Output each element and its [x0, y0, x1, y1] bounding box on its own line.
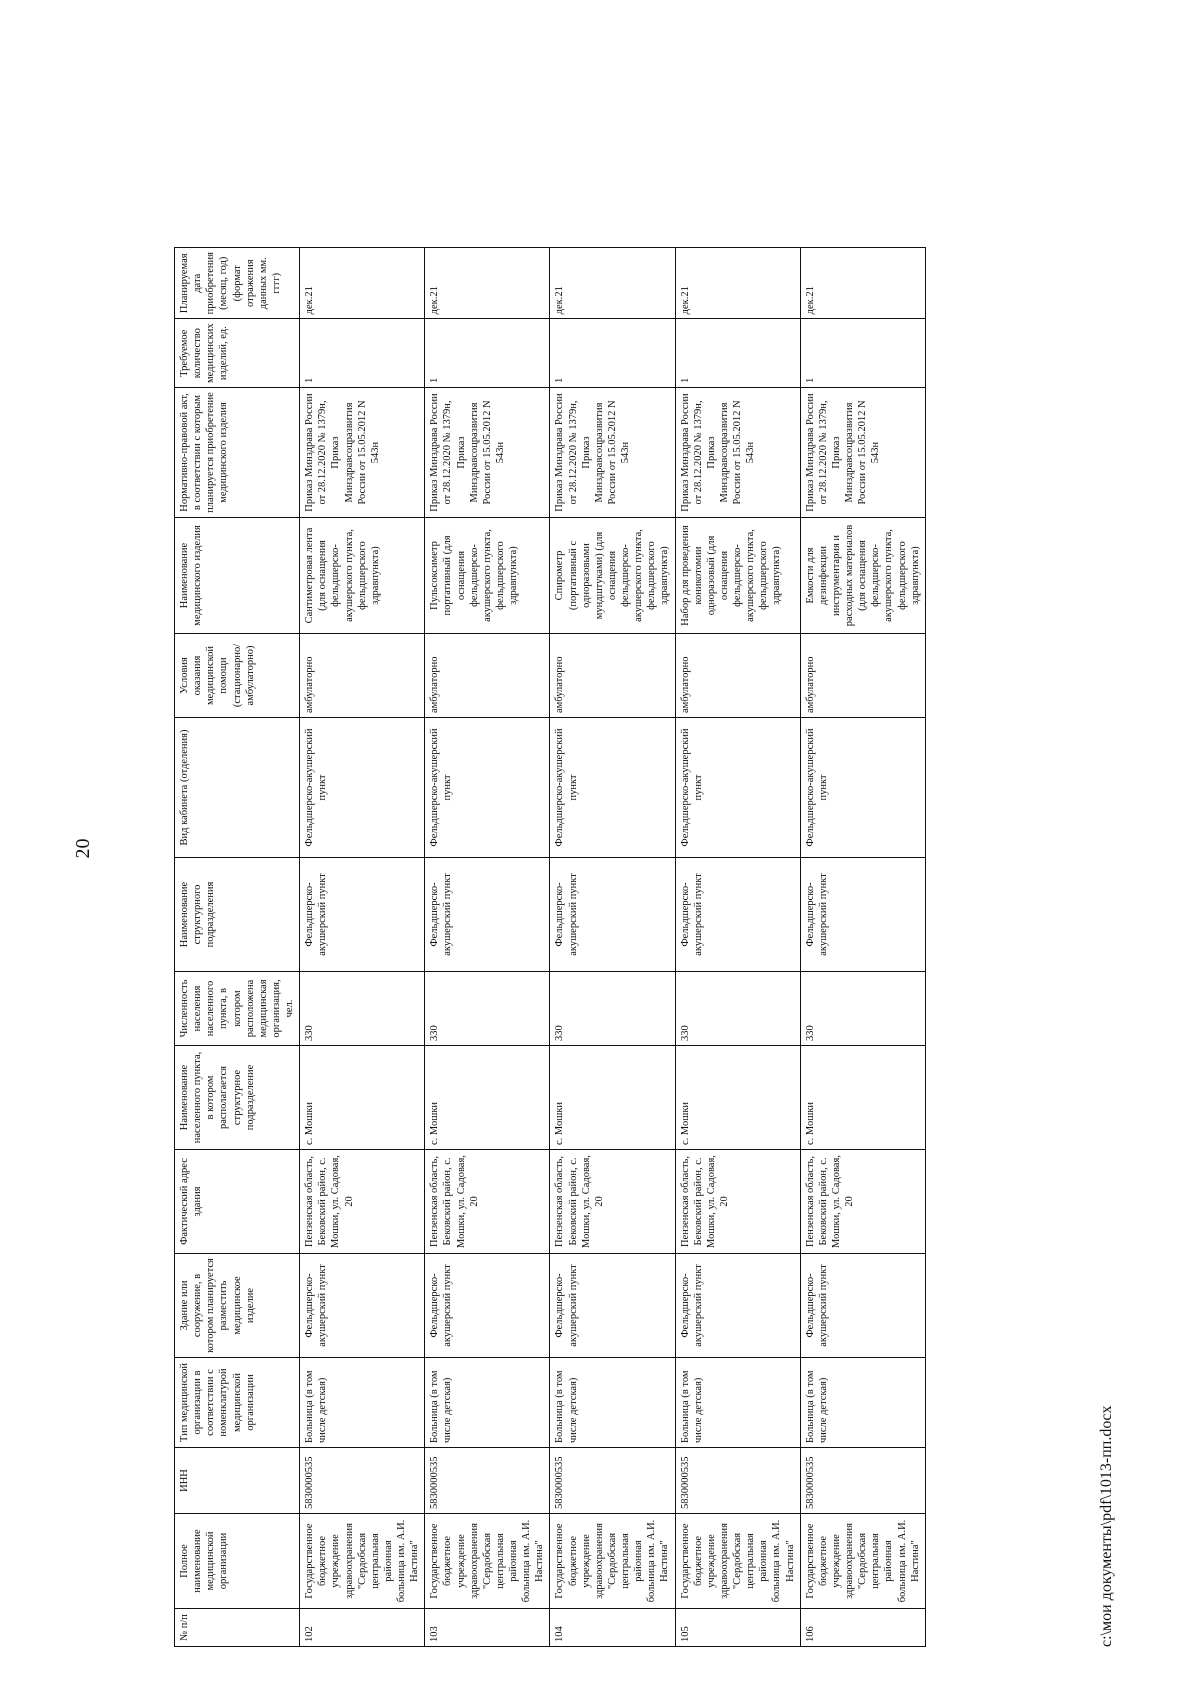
- col-header-population: Численность населения населенного пункта, в котором расположена медицинская организация, чел.: [175, 972, 300, 1046]
- page-number: 20: [72, 838, 94, 859]
- cell-cabinet: Фельдшерско-акушерский пункт: [300, 718, 425, 858]
- col-header-address: Фактический адрес здания: [175, 1150, 300, 1254]
- cell-population: 330: [675, 972, 800, 1046]
- footer-file-path: c:\мои документы\pdf\1013-пп.docx: [1098, 1405, 1115, 1647]
- cell-date: дек.21: [300, 248, 425, 319]
- cell-building: Фельдшерско-акушерский пункт: [675, 1254, 800, 1358]
- cell-inn: 5830000535: [800, 1448, 925, 1514]
- cell-settlement: с. Мошки: [300, 1046, 425, 1150]
- cell-num: 106: [800, 1609, 925, 1647]
- cell-qty: 1: [300, 319, 425, 388]
- table-row: [425, 248, 550, 1647]
- cell-cabinet: Фельдшерско-акушерский пункт: [800, 718, 925, 858]
- cell-unit: Фельдшерско-акушерский пункт: [300, 858, 425, 972]
- cell-population: 330: [550, 972, 675, 1046]
- cell-num: 102: [300, 1609, 425, 1647]
- cell-date: дек.21: [425, 248, 550, 319]
- col-header-act: Нормативно-правовой акт, в соответствии с которым планируется приобретение медицинского изделия: [175, 388, 300, 518]
- cell-conditions: амбулаторно: [675, 634, 800, 718]
- col-header-inn: ИНН: [175, 1448, 300, 1514]
- cell-date: дек.21: [800, 248, 925, 319]
- cell-qty: 1: [550, 319, 675, 388]
- cell-type: Больница (в том числе детская): [550, 1358, 675, 1448]
- cell-settlement: с. Мошки: [675, 1046, 800, 1150]
- cell-act: Приказ Минздрава России от 28.12.2020 № 1379н, Приказ Минздравсоцразвития России от 15.05.2012 N 543н: [675, 388, 800, 518]
- cell-building: Фельдшерско-акушерский пункт: [425, 1254, 550, 1358]
- cell-cabinet: Фельдшерско-акушерский пункт: [675, 718, 800, 858]
- cell-building: Фельдшерско-акушерский пункт: [300, 1254, 425, 1358]
- cell-device: Емкости для дезинфекции инструментария и расходных материалов (для оснащения фельдшерско-акушерского пункта, фельдшерского здравпункта): [800, 518, 925, 634]
- cell-settlement: с. Мошки: [800, 1046, 925, 1150]
- cell-address: Пензенская область, Бековский район, с. Мошки, ул. Садовая, 20: [300, 1150, 425, 1254]
- cell-qty: 1: [800, 319, 925, 388]
- cell-unit: Фельдшерско-акушерский пункт: [550, 858, 675, 972]
- cell-address: Пензенская область, Бековский район, с. Мошки, ул. Садовая, 20: [425, 1150, 550, 1254]
- cell-conditions: амбулаторно: [425, 634, 550, 718]
- cell-type: Больница (в том числе детская): [300, 1358, 425, 1448]
- cell-device: Набор для проведения коникотомии одноразовый (для оснащения фельдшерско-акушерского пункта, фельдшерского здравпункта): [675, 518, 800, 634]
- table-row: [800, 248, 925, 1647]
- cell-device: Сантиметровая лента (для оснащения фельдшерско-акушерского пункта, фельдшерского здравпункта): [300, 518, 425, 634]
- cell-cabinet: Фельдшерско-акушерский пункт: [550, 718, 675, 858]
- cell-settlement: с. Мошки: [550, 1046, 675, 1150]
- col-header-cabinet: Вид кабинета (отделения): [175, 718, 300, 858]
- cell-num: 104: [550, 1609, 675, 1647]
- cell-settlement: с. Мошки: [425, 1046, 550, 1150]
- table-row: [300, 248, 425, 1647]
- cell-qty: 1: [675, 319, 800, 388]
- col-header-conditions: Условия оказания медицинской помощи (стационарно/ амбулаторно): [175, 634, 300, 718]
- table-row: [675, 248, 800, 1647]
- cell-inn: 5830000535: [550, 1448, 675, 1514]
- cell-num: 105: [675, 1609, 800, 1647]
- cell-date: дек.21: [675, 248, 800, 319]
- cell-cabinet: Фельдшерско-акушерский пункт: [425, 718, 550, 858]
- table-row: [550, 248, 675, 1647]
- cell-inn: 5830000535: [675, 1448, 800, 1514]
- cell-org: Государственное бюджетное учреждение здравоохранения "Сердобская центральная районная больница им. А.И. Настина": [300, 1514, 425, 1609]
- col-header-num: № п/п: [175, 1609, 300, 1647]
- col-header-unit: Наименование структурного подразделения: [175, 858, 300, 972]
- cell-population: 330: [425, 972, 550, 1046]
- cell-unit: Фельдшерско-акушерский пункт: [425, 858, 550, 972]
- cell-type: Больница (в том числе детская): [425, 1358, 550, 1448]
- col-header-org: Полное наименование медицинской организации: [175, 1514, 300, 1609]
- equipment-table: [174, 247, 926, 1647]
- cell-act: Приказ Минздрава России от 28.12.2020 № 1379н, Приказ Минздравсоцразвития России от 15.05.2012 N 543н: [425, 388, 550, 518]
- cell-conditions: амбулаторно: [800, 634, 925, 718]
- cell-act: Приказ Минздрава России от 28.12.2020 № 1379н, Приказ Минздравсоцразвития России от 15.05.2012 N 543н: [300, 388, 425, 518]
- cell-building: Фельдшерско-акушерский пункт: [550, 1254, 675, 1358]
- cell-unit: Фельдшерско-акушерский пункт: [675, 858, 800, 972]
- col-header-type: Тип медицинской организации в соответствии с номенклатурой медицинской организации: [175, 1358, 300, 1448]
- cell-type: Больница (в том числе детская): [800, 1358, 925, 1448]
- cell-device: Пульсоксиметр портативный (для оснащения фельдшерско-акушерского пункта, фельдшерского здравпункта): [425, 518, 550, 634]
- col-header-device: Наименование медицинского изделия: [175, 518, 300, 634]
- col-header-building: Здание или сооружение, в котором планируется разместить медицинское изделие: [175, 1254, 300, 1358]
- cell-act: Приказ Минздрава России от 28.12.2020 № 1379н, Приказ Минздравсоцразвития России от 15.05.2012 N 543н: [800, 388, 925, 518]
- cell-inn: 5830000535: [425, 1448, 550, 1514]
- cell-population: 330: [800, 972, 925, 1046]
- cell-date: дек.21: [550, 248, 675, 319]
- table-header-row: [175, 248, 300, 1647]
- cell-org: Государственное бюджетное учреждение здравоохранения "Сердобская центральная районная больница им. А.И. Настина": [675, 1514, 800, 1609]
- cell-population: 330: [300, 972, 425, 1046]
- col-header-date: Планируемая дата приобретения (месяц, год) (формат отражения данных мм. гггг): [175, 248, 300, 319]
- cell-conditions: амбулаторно: [550, 634, 675, 718]
- cell-conditions: амбулаторно: [300, 634, 425, 718]
- cell-address: Пензенская область, Бековский район, с. Мошки, ул. Садовая, 20: [550, 1150, 675, 1254]
- col-header-qty: Требуемое количество медицинских изделий, ед.: [175, 319, 300, 388]
- cell-unit: Фельдшерско-акушерский пункт: [800, 858, 925, 972]
- cell-address: Пензенская область, Бековский район, с. Мошки, ул. Садовая, 20: [800, 1150, 925, 1254]
- cell-org: Государственное бюджетное учреждение здравоохранения "Сердобская центральная районная больница им. А.И. Настина": [800, 1514, 925, 1609]
- cell-num: 103: [425, 1609, 550, 1647]
- cell-type: Больница (в том числе детская): [675, 1358, 800, 1448]
- cell-act: Приказ Минздрава России от 28.12.2020 № 1379н, Приказ Минздравсоцразвития России от 15.05.2012 N 543н: [550, 388, 675, 518]
- cell-building: Фельдшерско-акушерский пункт: [800, 1254, 925, 1358]
- cell-qty: 1: [425, 319, 550, 388]
- col-header-settlement: Наименование населенного пункта, в котором располагается структурное подразделение: [175, 1046, 300, 1150]
- cell-device: Спирометр (портативный с одноразовыми мундштуками) (для оснащения фельдшерско-акушерского пункта, фельдшерского здравпункта): [550, 518, 675, 634]
- cell-org: Государственное бюджетное учреждение здравоохранения "Сердобская центральная районная больница им. А.И. Настина": [550, 1514, 675, 1609]
- cell-inn: 5830000535: [300, 1448, 425, 1514]
- cell-address: Пензенская область, Бековский район, с. Мошки, ул. Садовая, 20: [675, 1150, 800, 1254]
- cell-org: Государственное бюджетное учреждение здравоохранения "Сердобская центральная районная больница им. А.И. Настина": [425, 1514, 550, 1609]
